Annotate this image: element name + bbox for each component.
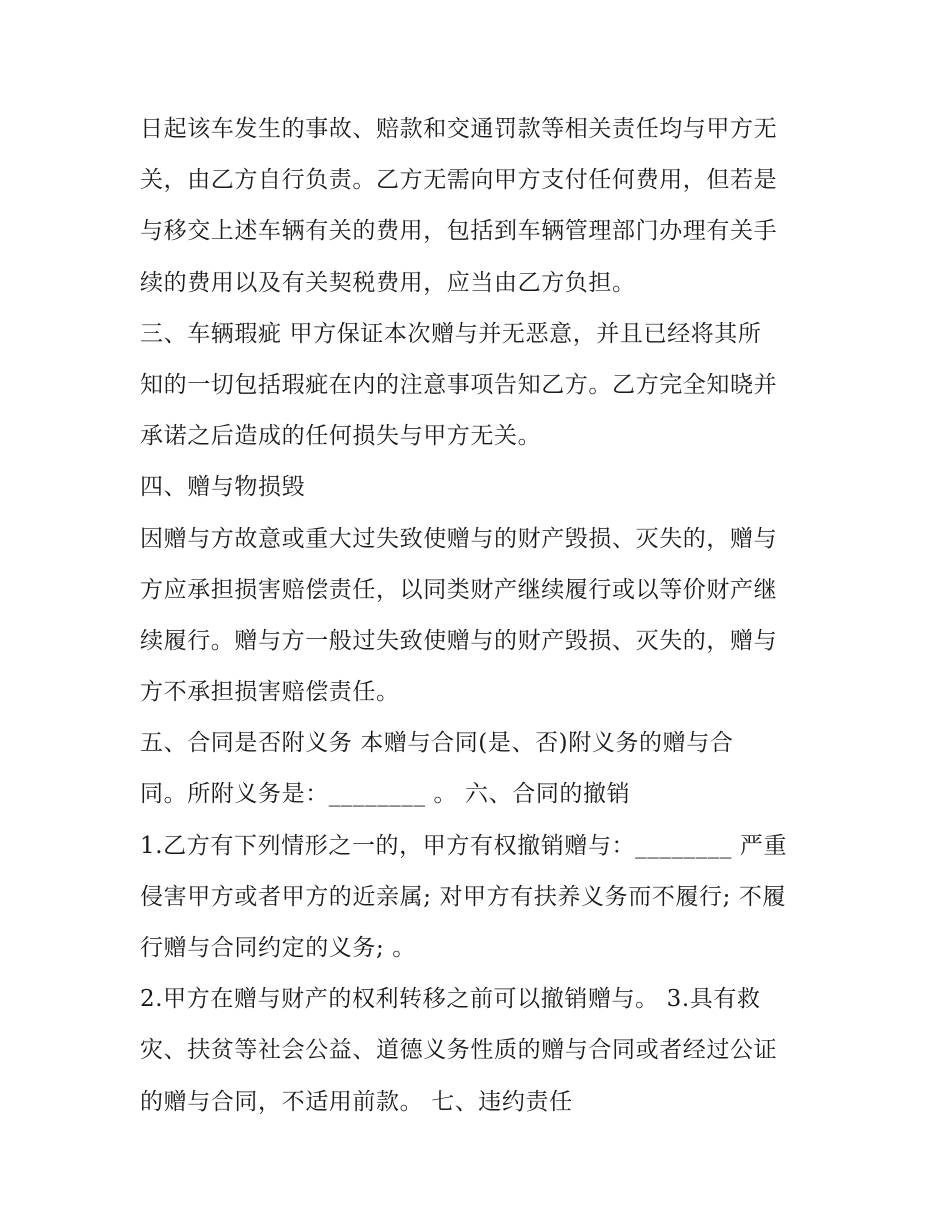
text-line: 同。所附义务是：________ 。 六、合同的撤销 <box>140 781 631 808</box>
text-line: 承诺之后造成的任何损失与甲方无关。 <box>140 423 542 450</box>
section-heading-obligations: 五、合同是否附义务 本赠与合同(是、否)附义务的赠与合 <box>140 730 734 757</box>
text-line: 与移交上述车辆有关的费用，包括到车辆管理部门办理有关手 <box>140 218 778 245</box>
document-body <box>140 104 840 1128</box>
section-heading-vehicle-defects: 三、车辆瑕疵 甲方保证本次赠与并无恶意，并且已经将其所 <box>140 320 762 347</box>
text-line: 关，由乙方自行负责。乙方无需向甲方支付任何费用，但若是 <box>140 167 778 194</box>
text-line: 行赠与合同约定的义务; 。 <box>140 935 416 961</box>
text-line: 灾、扶贫等社会公益、道德义务性质的赠与合同或者经过公证 <box>140 1037 778 1064</box>
text-line: 的赠与合同，不适用前款。 七、违约责任 <box>140 1088 573 1115</box>
text-line: 续的费用以及有关契税费用，应当由乙方负担。 <box>140 269 636 296</box>
text-line: 侵害甲方或者甲方的近亲属; 对甲方有扶养义务而不履行; 不履 <box>140 883 787 910</box>
text-line: 续履行。赠与方一般过失致使赠与的财产毁损、灭失的，赠与 <box>140 627 778 654</box>
text-line: 日起该车发生的事故、赔款和交通罚款等相关责任均与甲方无 <box>140 116 778 142</box>
text-line: 1.乙方有下列情形之一的，甲方有权撤销赠与：________ 严重 <box>140 832 788 859</box>
text-line: 2.甲方在赠与财产的权利转移之前可以撤销赠与。 3.具有救 <box>140 986 761 1013</box>
text-line: 知的一切包括瑕疵在内的注意事项告知乙方。乙方完全知晓并 <box>140 371 778 398</box>
text-line: 因赠与方故意或重大过失致使赠与的财产毁损、灭失的，赠与 <box>140 525 778 552</box>
text-line: 方应承担损害赔偿责任，以同类财产继续履行或以等价财产继 <box>140 576 778 603</box>
text-line: 方不承担损害赔偿责任。 <box>140 679 400 706</box>
section-heading-gift-damage: 四、赠与物损毁 <box>140 474 306 501</box>
